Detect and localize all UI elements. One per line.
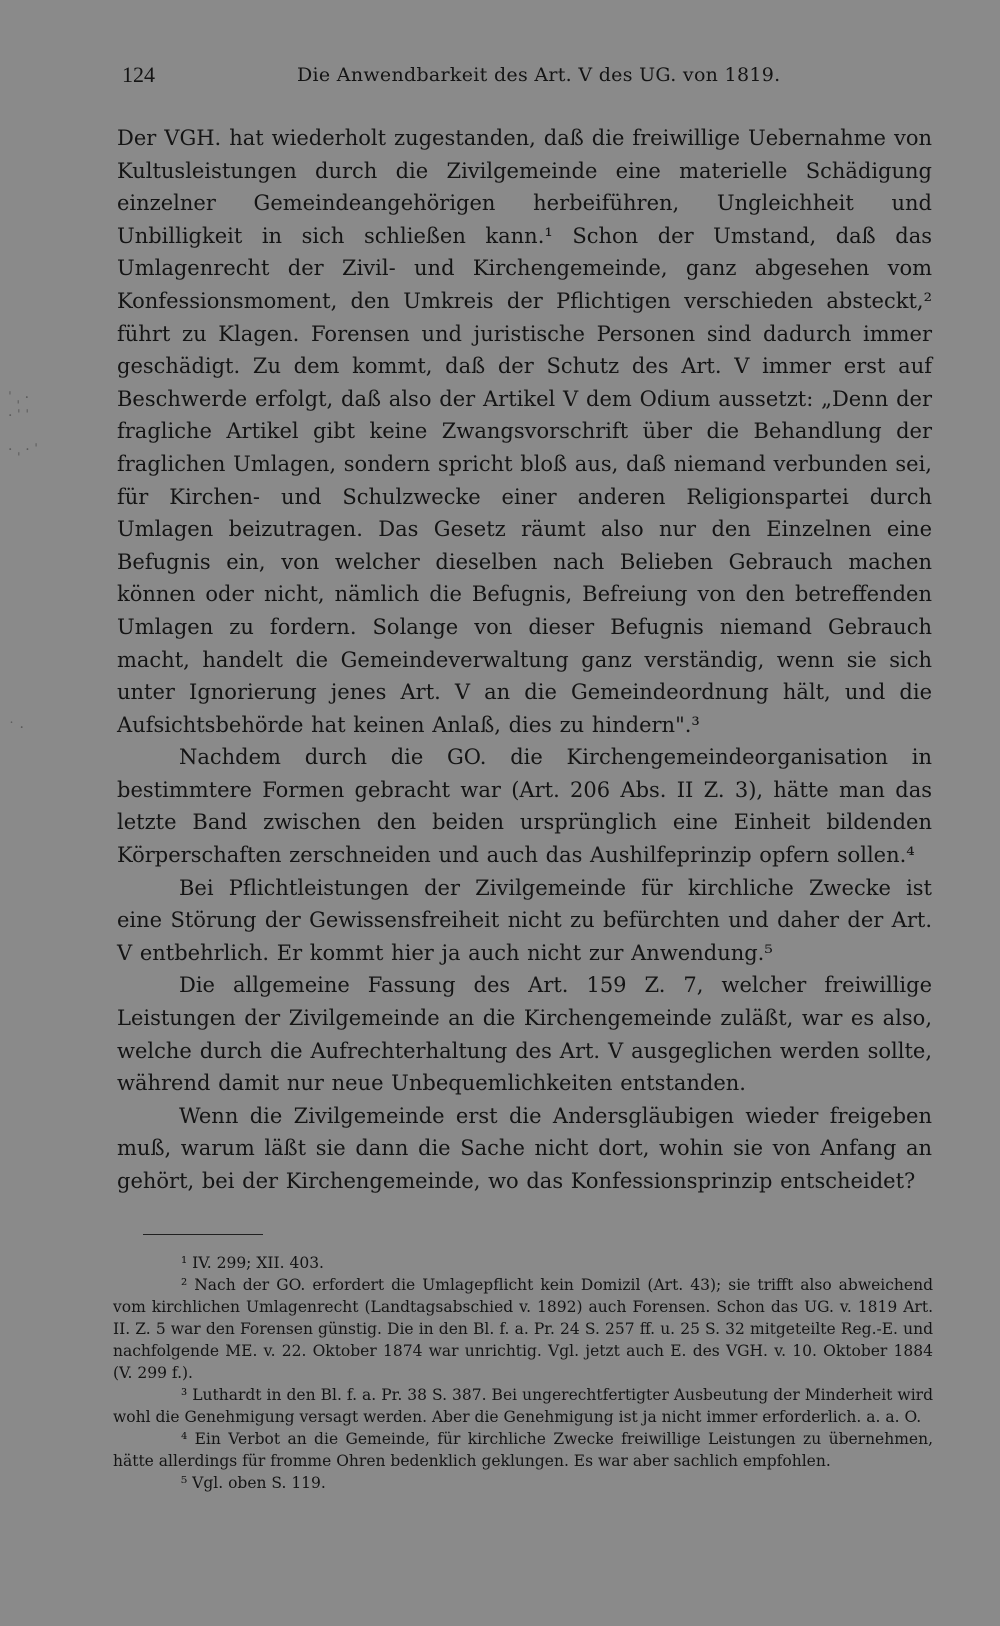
- footnote: ⁵ Vgl. oben S. 119.: [181, 1474, 326, 1492]
- footnote: ² Nach der GO. erfordert die Umlagepflicht kein Domizil (Art. 43); sie trifft also abweichend vom kirchlichen Umlagenrecht (Landtagsabschied v. 1892) auch Forensen. Schon das UG. v. 1819 Art. II. Z. 5 war den Forensen günstig. Die in den Bl. f. a. Pr. 24 S. 257 ff. u. 25 S. 32 mitgeteilte Reg.-E. und nachfolgende ME. v. 22. Oktober 1874 war unrichtig. Vgl. jetzt auch E. des VGH. v. 10. Oktober 1884 (V. 299 f.).: [113, 1276, 933, 1382]
- footnote-divider: [143, 1234, 263, 1235]
- paragraph: Der VGH. hat wiederholt zugestanden, daß die freiwillige Uebernahme von Kultusleistungen durch die Zivilgemeinde eine materielle Schädigung einzelner Gemeindeangehörigen herbeiführen, Ungleichheit und Unbilligkeit in sich schließen kann.¹ Schon der Umstand, daß das Umlagenrecht der Zivil- und Kirchengemeinde, ganz abgesehen vom Konfessionsmoment, den Umkreis der Pflichtigen verschieden absteckt,² führt zu Klagen. Forensen und juristische Personen sind dadurch immer geschädigt. Zu dem kommt, daß der Schutz des Art. V immer erst auf Beschwerde erfolgt, daß also der Artikel V dem Odium aussetzt: „Denn der fragliche Artikel gibt keine Zwangsvorschrift über die Behandlung der fraglichen Umlagen, sondern spricht bloß aus, daß niemand verbunden sei, für Kirchen- und Schulzwecke einer anderen Religionspartei durch Umlagen beizutragen. Das Gesetz räumt also nur den Einzelnen eine Befugnis ein, von welcher dieselben nach Belieben Gebrauch machen können oder nicht, nämlich die Befugnis, Befreiung von den betreffenden Umlagen zu fordern. Solange von dieser Befugnis niemand Gebrauch macht, handelt die Gemeindeverwaltung ganz verständig, wenn sie sich unter Ignorierung jenes Art. V an die Gemeindeordnung hält, und die Aufsichtsbehörde hat keinen Anlaß, dies zu hindern".³: [117, 126, 932, 737]
- paragraph: Bei Pflichtleistungen der Zivilgemeinde für kirchliche Zwecke ist eine Störung der Gewissensfreiheit nicht zu befürchten und daher der Art. V entbehrlich. Er kommt hier ja auch nicht zur Anwendung.⁵: [117, 875, 932, 965]
- page-header: [122, 62, 932, 96]
- page-number: 124: [122, 62, 155, 87]
- margin-smudges: [8, 390, 98, 770]
- footnote: ⁴ Ein Verbot an die Gemeinde, für kirchliche Zwecke freiwillige Leistungen zu übernehmen, hätte allerdings für fromme Ohren bedenklich geklungen. Es war aber sachlich empfohlen.: [113, 1430, 933, 1470]
- footnotes: [113, 1252, 933, 1494]
- paragraph: Nachdem durch die GO. die Kirchengemeindeorganisation in bestimmtere Formen gebracht war (Art. 206 Abs. II Z. 3), hätte man das letzte Band zwischen den beiden ursprünglich eine Einheit bildenden Körperschaften zerschneiden und auch das Aushilfeprinzip opfern sollen.⁴: [117, 745, 932, 868]
- running-title: Die Anwendbarkeit des Art. V des UG. von 1819.: [297, 64, 781, 86]
- main-text: [117, 122, 932, 1198]
- smudge-mark: ˙ ·: [8, 720, 24, 736]
- smudge-mark: · ˈ ˈ: [8, 408, 30, 424]
- smudge-mark: ˈ ˌ ·: [8, 390, 30, 406]
- paragraph: Wenn die Zivilgemeinde erst die Andersgläubigen wieder freigeben muß, warum läßt sie dann die Sache nicht dort, wohin sie von Anfang an gehört, bei der Kirchengemeinde, wo das Konfessionsprinzip entscheidet?: [117, 1103, 932, 1193]
- footnote: ¹ IV. 299; XII. 403.: [181, 1254, 324, 1272]
- smudge-mark: · ˌ · ˈ: [8, 442, 38, 458]
- paragraph: Die allgemeine Fassung des Art. 159 Z. 7, welcher freiwillige Leistungen der Zivilgemeinde an die Kirchengemeinde zuläßt, war es also, welche durch die Aufrechterhaltung des Art. V ausgeglichen werden sollte, während damit nur neue Unbequemlichkeiten entstanden.: [117, 973, 932, 1096]
- footnote: ³ Luthardt in den Bl. f. a. Pr. 38 S. 387. Bei ungerechtfertigter Ausbeutung der Minderheit wird wohl die Genehmigung versagt werden. Aber die Genehmigung ist ja nicht immer erforderlich. a. a. O.: [113, 1386, 933, 1426]
